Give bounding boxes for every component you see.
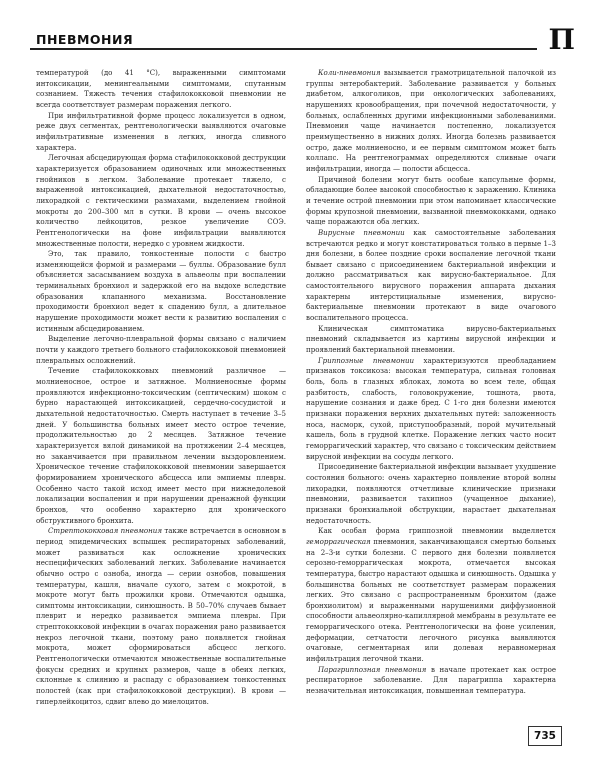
paragraph-text: характеризуются преобладанием признаков токсикоза: высокая температура, сильная головная боль, боль в глазных яблоках, ломота во всем теле, общая разбитость, слабость, головокружение, тошнота, рвота, нарушение сознания и даже бред. С 1-го дня болезни имеются признаки поражения верхних дыхательных путей: заложенность носа, насморк, сухой, приступообразный, порой мучительный кашель, боль в грудной клетке. Поражение легких часто носит геморрагический характер, что связано с токсическим действием вирусной инфекции на сосуды легкого.	[306, 355, 556, 461]
paragraph-text: Клиническая симптоматика вирусно-бактериальных пневмоний складывается из картины вирусной инфекции и проявлений бактериальной пневмонии.	[306, 323, 556, 355]
term-italic: Парагриппозная пневмония	[318, 664, 427, 674]
paragraph	[306, 68, 556, 175]
paragraph-text: в начале протекает как острое респираторное заболевание. Для парагриппа характерна незначительная интоксикация, повышенная температура.	[306, 664, 556, 696]
paragraph	[36, 153, 286, 249]
header-rule	[30, 48, 537, 50]
term-italic: Коли-пневмония	[318, 68, 381, 77]
paragraph-text: При инфильтративной форме процесс локализуется в одном, реже двух сегментах, рентгенологически выявляются очаговые инфильтративные изменения в легких, иногда сливного характера.	[36, 110, 286, 152]
paragraph-text: Легочная абсцедирующая форма стафилококковой деструкции характеризуется образованием одиночных или множественных гнойников в легком. Заболевание протекает тяжело, с выраженной интоксикацией, дыхательной недостаточностью, лихорадкой с гектическими размахами, выделением гнойной мокроты до 200–300 мл в сутки. В крови — очень высокое количество лейкоцитов, резкое увеличение СОЭ. Рентгенологически на фоне инфильтрации выявляются множественные полости, нередко с уровнем жидкости.	[36, 153, 286, 248]
paragraph-text: вызывается грамотрицательной палочкой из группы энтеробактерий. Заболевание развивается у больных диабетом, алкоголиков, при онкологических заболеваниях, нарушениях кровообращения, при почечной недостаточности, у больных, ослабленных другими инфекционными заболеваниями. Пневмония чаще начинается постепенно, локализуется преимущественно в нижних долях. Иногда болезнь развивается остро, даже молниеносно, и ее первым симптомом может быть коллапс. На рентгенограммах определяются сливные очаги инфильтрации, иногда — полости абсцесса.	[306, 68, 556, 173]
term-italic: Стрептококковая пневмония	[48, 526, 162, 536]
paragraph-text: Течение стафилококковых пневмоний различное — молниеносное, острое и затяжное. Молниеносные формы проявляются инфекционно-токсическим (септическим) шоком с бурно нарастающей интоксикацией, сердечно-сосудистой и дыхательной недостаточностью. Смерть наступает в течение 3–5 дней. У большинства больных имеет место острое течение, продолжительностью до 2 месяцев. Затяжное течение характеризуется вялой динамикой на протяжении 2–4 месяцев, но заканчивается при правильном лечении выздоровлением. Хроническое течение стафилококковой пневмонии завершается формированием хронического абсцесса или эмпиемы плевры. Особенно часто такой исход имеет место при нижнедолевой локализации воспаления и при нарушении дренажной функции бронхов, что особенно характерно для хронического обструктивного бронхита.	[36, 366, 286, 525]
paragraph-text: Это, так правило, тонкостенные полости с быстро изменяющейся формой и размерами — буллы. Образование булл объясняется засасыванием воздуха в альвеолы при воспалении терминальных бронхиол и задержкой его на выдохе вследствие образования клапанного механизма. Восстановление проходимости бронхиол ведет к спадению булл, а длительное нарушение проходимости может вести к развитию воспаления с истинным абсцедированием.	[36, 249, 286, 333]
paragraph-text: пневмония, заканчивающаяся смертью больных на 2–3-и сутки болезни. С первого дня болезни появляется серозно-геморрагическая мокрота, отмечается высокая температура, быстро нарастают одышка и синюшность. Одышка у большинства больных не соответствует размерам поражения легких. Это связано с распространенным бронхитом (даже бронхиолитом) и выраженными нарушениями диффузионной способности альвеолярно-капиллярной мембраны в результате ее геморрагического отека. Рентгенологически на фоне усиления, деформации, сетчатости легочного рисунка выявляются очаговые, сегментарная или долевая неравномерная инфильтрация легочной ткани.	[306, 536, 556, 664]
term-italic: Гриппозные пневмонии	[318, 355, 415, 365]
paragraph	[36, 366, 286, 526]
paragraph	[36, 249, 286, 334]
term-italic: геморрагическая	[306, 536, 371, 546]
paragraph-text: Присоединение бактериальной инфекции вызывает ухудшение состояния больного: очень характерно появление второй волны лихорадки, появляются отчетливые клинические признаки пневмонии, развивается тахипноэ (учащенное дыхание), признаки бронхиальной обструкции, нарастает дыхательная недостаточность.	[306, 462, 556, 525]
paragraph	[36, 68, 286, 111]
running-title: ПНЕВМОНИЯ	[36, 32, 134, 47]
term-italic: Вирусные пневмонии	[318, 227, 405, 237]
paragraph	[36, 526, 286, 707]
paragraph-text: Выделение легочно-плевральной формы связано с наличием почти у каждого третьего больного стафилококковой пневмонией плевральных осложнений.	[36, 334, 286, 365]
page-number: 735	[528, 726, 562, 746]
paragraph	[306, 175, 556, 228]
left-column	[36, 68, 286, 707]
paragraph-text: Причиной болезни могут быть особые капсульные формы, обладающие более высокой способностью к заражению. Клиника и течение острой пневмонии при этом напоминает классические формы крупозной пневмонии, вызванной пневмококками, однако чаще поражаются оба легких.	[306, 174, 556, 227]
paragraph	[36, 334, 286, 366]
paragraph	[306, 324, 556, 356]
paragraph	[306, 665, 556, 697]
paragraph-text: как самостоятельные заболевания встречаются редко и могут констатироваться только в первые 1–3 дня болезни, в более поздние сроки воспаление легочной ткани бывает связано с присоединением бактериальной инфекции и должно рассматриваться как вирусно-бактериальное. Для самостоятельного вирусного поражения аппарата дыхания характерны интерстициальные изменения, вирусно-бактериальные пневмонии протекают в виде очагового воспалительного процесса.	[306, 227, 556, 323]
paragraph	[306, 462, 556, 526]
page-header	[30, 23, 575, 58]
paragraph-lead-text: Как особая форма гриппозной пневмонии выделяется	[318, 526, 556, 536]
paragraph	[306, 228, 556, 324]
paragraph	[306, 356, 556, 463]
paragraph	[36, 111, 286, 154]
chapter-letter: П	[548, 23, 575, 56]
paragraph-text: температурой (до 41 °C), выраженными симптомами интоксикации, менингеальными симптомами, спутанным сознанием. Тяжесть течения стафилококковой пневмонии не всегда соответствует размерам поражения легкого.	[36, 68, 286, 109]
paragraph-text: также встречается в основном в период эпидемических вспышек респираторных заболеваний, может развиваться как осложнение хронических неспецифических заболеваний легких. Заболевание начинается обычно остро с озноба, иногда — серии ознобов, повышения температуры, кашля, вначале сухого, затем с мокротой, в мокроте могут быть прожилки крови. Отмечаются одышка, симптомы интоксикации, синюшность. В 50–70% случаев бывает плеврит и нередко развивается эмпиема плевры. При стрептококковой инфекции в очагах поражения рано развивается некроз легочной ткани, поэтому рано появляется гнойная мокрота, может сформироваться абсцесс легкого. Рентгенологически отмечаются множественные воспалительные фокусы средних и крупных размеров, чаще в обеих легких, склонные к слиянию и распаду с образованием тонкостенных полостей (как при стафилококковой деструкции). В крови — гиперлейкоцитоз, сдвиг влево до миелоцитов.	[36, 526, 287, 706]
right-column	[306, 68, 556, 697]
paragraph	[306, 526, 556, 665]
